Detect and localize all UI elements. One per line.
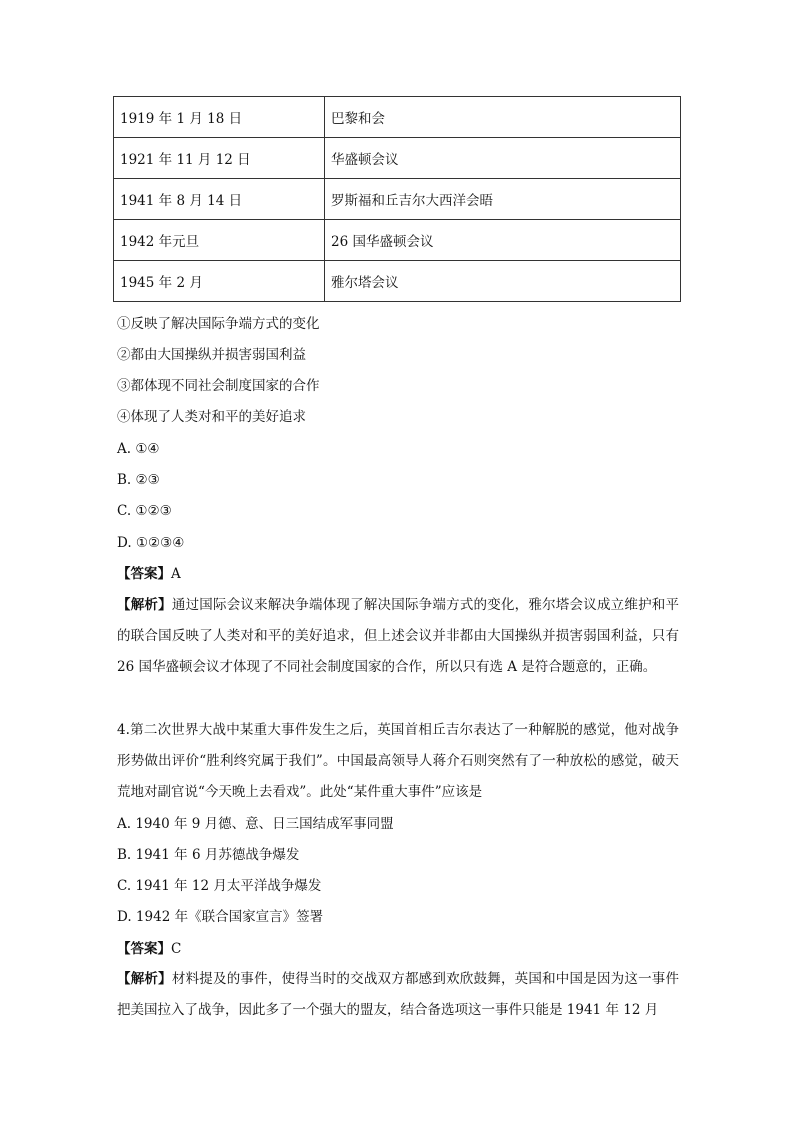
analysis-label: 【解析】 bbox=[117, 971, 172, 987]
q4-answer bbox=[117, 939, 181, 959]
q3-answer bbox=[117, 564, 181, 584]
q3-option-d: D. ①②③④ bbox=[117, 535, 185, 551]
analysis-text: 通过国际会议来解决争端体现了解决国际争端方式的变化，雅尔塔会议成立维护和平的联合国反映了人类对和平的美好追求，但上述会议并非都由大国操纵并损害弱国利益，只有 26 国华盛顿会议才体现了不同社会制度国家的合作，所以只有选 A 是符合题意的，正确。 bbox=[117, 597, 680, 675]
q3-statement-3: ③都体现不同社会制度国家的合作 bbox=[117, 378, 320, 394]
q3-option-c: C. ①②③ bbox=[117, 503, 172, 519]
answer-label: 【答案】 bbox=[117, 941, 171, 957]
table-row bbox=[114, 220, 681, 261]
q3-statement-2: ②都由大国操纵并损害弱国利益 bbox=[117, 347, 306, 363]
table-row bbox=[114, 179, 681, 220]
table-cell-event: 华盛顿会议 bbox=[325, 138, 681, 179]
analysis-label: 【解析】 bbox=[117, 597, 172, 613]
table-row bbox=[114, 97, 681, 138]
table-cell-date: 1921 年 11 月 12 日 bbox=[114, 138, 325, 179]
q3-option-a: A. ①④ bbox=[117, 441, 160, 457]
table-cell-date: 1941 年 8 月 14 日 bbox=[114, 179, 325, 220]
answer-label: 【答案】 bbox=[117, 566, 171, 582]
table-cell-date: 1919 年 1 月 18 日 bbox=[114, 97, 325, 138]
answer-value: C bbox=[171, 941, 182, 957]
table-cell-event: 罗斯福和丘吉尔大西洋会晤 bbox=[325, 179, 681, 220]
events-table bbox=[113, 96, 681, 302]
table-cell-date: 1945 年 2 月 bbox=[114, 261, 325, 302]
analysis-text: 材料提及的事件，使得当时的交战双方都感到欢欣鼓舞，英国和中国是因为这一事件把美国拉入了战争，因此多了一个强大的盟友，结合备选项这一事件只能是 1941 年 12 月 bbox=[117, 971, 680, 1018]
table-row bbox=[114, 261, 681, 302]
table-cell-event: 巴黎和会 bbox=[325, 97, 681, 138]
q3-statement-1: ①反映了解决国际争端方式的变化 bbox=[117, 316, 320, 332]
table-cell-event: 雅尔塔会议 bbox=[325, 261, 681, 302]
q4-option-a: A. 1940 年 9 月德、意、日三国结成军事同盟 bbox=[117, 816, 394, 832]
q4-option-b: B. 1941 年 6 月苏德战争爆发 bbox=[117, 847, 300, 863]
q3-option-b: B. ②③ bbox=[117, 472, 160, 488]
q4-option-c: C. 1941 年 12 月太平洋战争爆发 bbox=[117, 878, 322, 894]
answer-value: A bbox=[171, 566, 181, 582]
q3-statement-4: ④体现了人类对和平的美好追求 bbox=[117, 409, 306, 425]
table-row bbox=[114, 138, 681, 179]
q4-question: 4.第二次世界大战中某重大事件发生之后，英国首相丘吉尔表达了一种解脱的感觉，他对战争形势做出评价“胜利终究属于我们”。中国最高领导人蒋介石则突然有了一种放松的感觉，破天荒地对副官说“今天晚上去看戏”。此处“某件重大事件”应该是 bbox=[117, 722, 679, 800]
table-cell-event: 26 国华盛顿会议 bbox=[325, 220, 681, 261]
table-cell-date: 1942 年元旦 bbox=[114, 220, 325, 261]
q4-analysis bbox=[117, 964, 679, 1026]
q3-analysis bbox=[117, 590, 679, 683]
q4-option-d: D. 1942 年《联合国家宣言》签署 bbox=[117, 909, 324, 925]
